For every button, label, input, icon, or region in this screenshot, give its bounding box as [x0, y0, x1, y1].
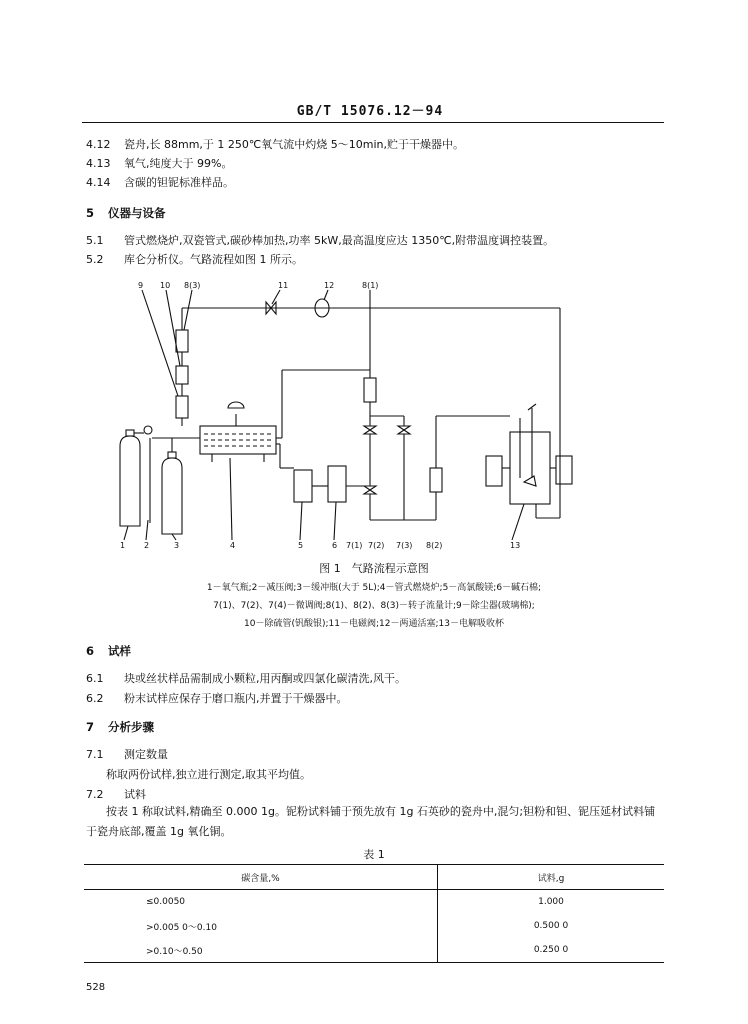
absorption-cell: [510, 432, 550, 504]
section-number: 6: [86, 644, 95, 658]
table-caption: 表 1: [363, 848, 385, 861]
label-10: 10: [160, 281, 171, 290]
item-number: 4.14: [86, 176, 111, 189]
section-7-heading: [86, 720, 154, 734]
table-row: [84, 890, 664, 915]
label-12: 12: [324, 281, 335, 290]
table-row: [84, 914, 664, 938]
cylinder-valve: [126, 430, 134, 436]
section-number: 7: [86, 720, 95, 734]
section-5-heading: [86, 206, 166, 220]
section-title: 试样: [108, 644, 131, 658]
item-number: 6.1: [86, 672, 104, 685]
section-number: 5: [86, 206, 95, 220]
header-rule: [82, 122, 664, 123]
item-number: 4.13: [86, 157, 111, 170]
item-number: 5.2: [86, 253, 104, 266]
item-number: 7.1: [86, 748, 104, 761]
item-6-1: [86, 672, 406, 686]
label-3: 3: [174, 541, 180, 550]
item-number: 7.2: [86, 788, 104, 801]
label-9: 9: [138, 281, 144, 290]
section-title: 分析步骤: [108, 720, 154, 734]
micro-valve-7-3: [398, 426, 410, 434]
sample-mass-table: [84, 864, 664, 963]
item-7-2-text: 按表 1 称取试料,精确至 0.000 1g。铌粉试料铺于预先放有 1g 石英砂的瓷舟中,混匀;钽粉和钽、铌压延材试料铺于瓷舟底部,覆盖 1g 氧化铜。: [86, 805, 656, 838]
temperature-gauge: [228, 402, 244, 408]
item-text: 含碳的钽铌标准样品。: [124, 176, 234, 189]
section-title: 仪器与设备: [108, 206, 166, 220]
table-header-row: [84, 865, 664, 890]
item-number: 4.12: [86, 138, 111, 151]
buffer-bottle: [162, 458, 182, 534]
carbon-content-cell: >0.005 0～0.10: [84, 914, 438, 938]
reference-cell-right: [556, 456, 572, 484]
gas-flow-diagram: [100, 268, 600, 552]
sample-mass-cell: 1.000: [538, 897, 564, 907]
item-text: 瓷舟,长 88mm,于 1 250℃氧气流中灼烧 5～10min,贮于干燥器中。: [124, 138, 464, 151]
item-4-12: [86, 138, 464, 152]
carbon-content-cell: ≤0.0050: [84, 890, 438, 915]
label-7-2: 7(2): [368, 541, 385, 550]
label-7-3: 7(3): [396, 541, 413, 550]
label-8-3: 8(3): [184, 281, 201, 290]
label-6: 6: [332, 541, 338, 550]
figure-legend-line-3: 10－除硫管(钒酸银);11－电磁阀;12－两通活塞;13－电解吸收杯: [244, 619, 504, 629]
label-2: 2: [144, 541, 150, 550]
figure-caption: 图 1 气路流程示意图: [319, 562, 429, 575]
sample-mass-cell: 0.500 0: [533, 921, 569, 931]
micro-valve-upper: [364, 426, 376, 434]
item-number: 6.2: [86, 692, 104, 705]
item-4-14: [86, 176, 234, 190]
page-number: 528: [86, 982, 106, 993]
pressure-gauge: [144, 426, 152, 434]
item-title: 测定数量: [124, 748, 168, 761]
figure-legend-line-2: 7(1)、7(2)、7(4)－微调阀;8(1)、8(2)、8(3)－转子流量计;9－除尘器(玻璃棉);: [213, 601, 535, 611]
flowmeter-8-1: [364, 378, 376, 402]
item-6-2: [86, 692, 348, 706]
item-title: 试料: [124, 788, 146, 801]
item-text: 管式燃烧炉,双瓷管式,碳砂棒加热,功率 5kW,最高温度应达 1350℃,附带温度调控装置。: [124, 234, 555, 247]
figure-legend-line-1: 1－氧气瓶;2－减压阀;3－缓冲瓶(大于 5L);4－管式燃烧炉;5－高氯酸镁;6－碱石棉;: [206, 583, 542, 593]
item-number: 5.1: [86, 234, 104, 247]
label-8-1: 8(1): [362, 281, 379, 290]
micro-valve-7-2: [364, 486, 376, 494]
reference-cell-left: [486, 456, 502, 486]
label-13: 13: [510, 541, 521, 550]
carbon-content-cell: >0.10～0.50: [84, 938, 438, 963]
sulfur-removal-tube: [176, 366, 188, 384]
item-5-2: [86, 253, 303, 267]
section-6-heading: [86, 644, 131, 658]
item-text: 块或丝状样品需制成小颗粒,用丙酮或四氯化碳清洗,风干。: [124, 672, 406, 685]
label-1: 1: [120, 541, 126, 550]
item-7-1-heading: [86, 748, 168, 762]
table-row: [84, 938, 664, 963]
item-5-1: [86, 234, 554, 248]
item-7-1-text: 称取两份试样,独立进行测定,取其平均值。: [106, 768, 311, 781]
magnesium-perchlorate-tube: [294, 470, 312, 502]
item-text: 库仑分析仪。气路流程如图 1 所示。: [124, 253, 303, 266]
item-4-13: [86, 157, 232, 171]
header-carbon-content: 碳含量,%: [84, 865, 438, 890]
oxygen-cylinder: [120, 436, 140, 526]
label-8-2: 8(2): [426, 541, 443, 550]
sample-mass-cell: 0.250 0: [438, 938, 665, 963]
item-text: 粉末试样应保存于磨口瓶内,并置于干燥器中。: [124, 692, 348, 705]
dust-remover: [176, 396, 188, 418]
label-7-1: 7(1): [346, 541, 363, 550]
flowmeter-8-3: [176, 330, 188, 352]
label-4: 4: [230, 541, 236, 550]
header-sample-mass: 试料,g: [438, 865, 665, 890]
flowmeter-8-2: [430, 468, 442, 492]
ascarite-tube: [328, 466, 346, 502]
label-5: 5: [298, 541, 304, 550]
label-11: 11: [278, 281, 289, 290]
standard-header: GB/T 15076.12－94: [296, 104, 444, 119]
item-text: 氧气,纯度大于 99%。: [124, 157, 233, 170]
item-7-2-heading: [86, 788, 146, 802]
